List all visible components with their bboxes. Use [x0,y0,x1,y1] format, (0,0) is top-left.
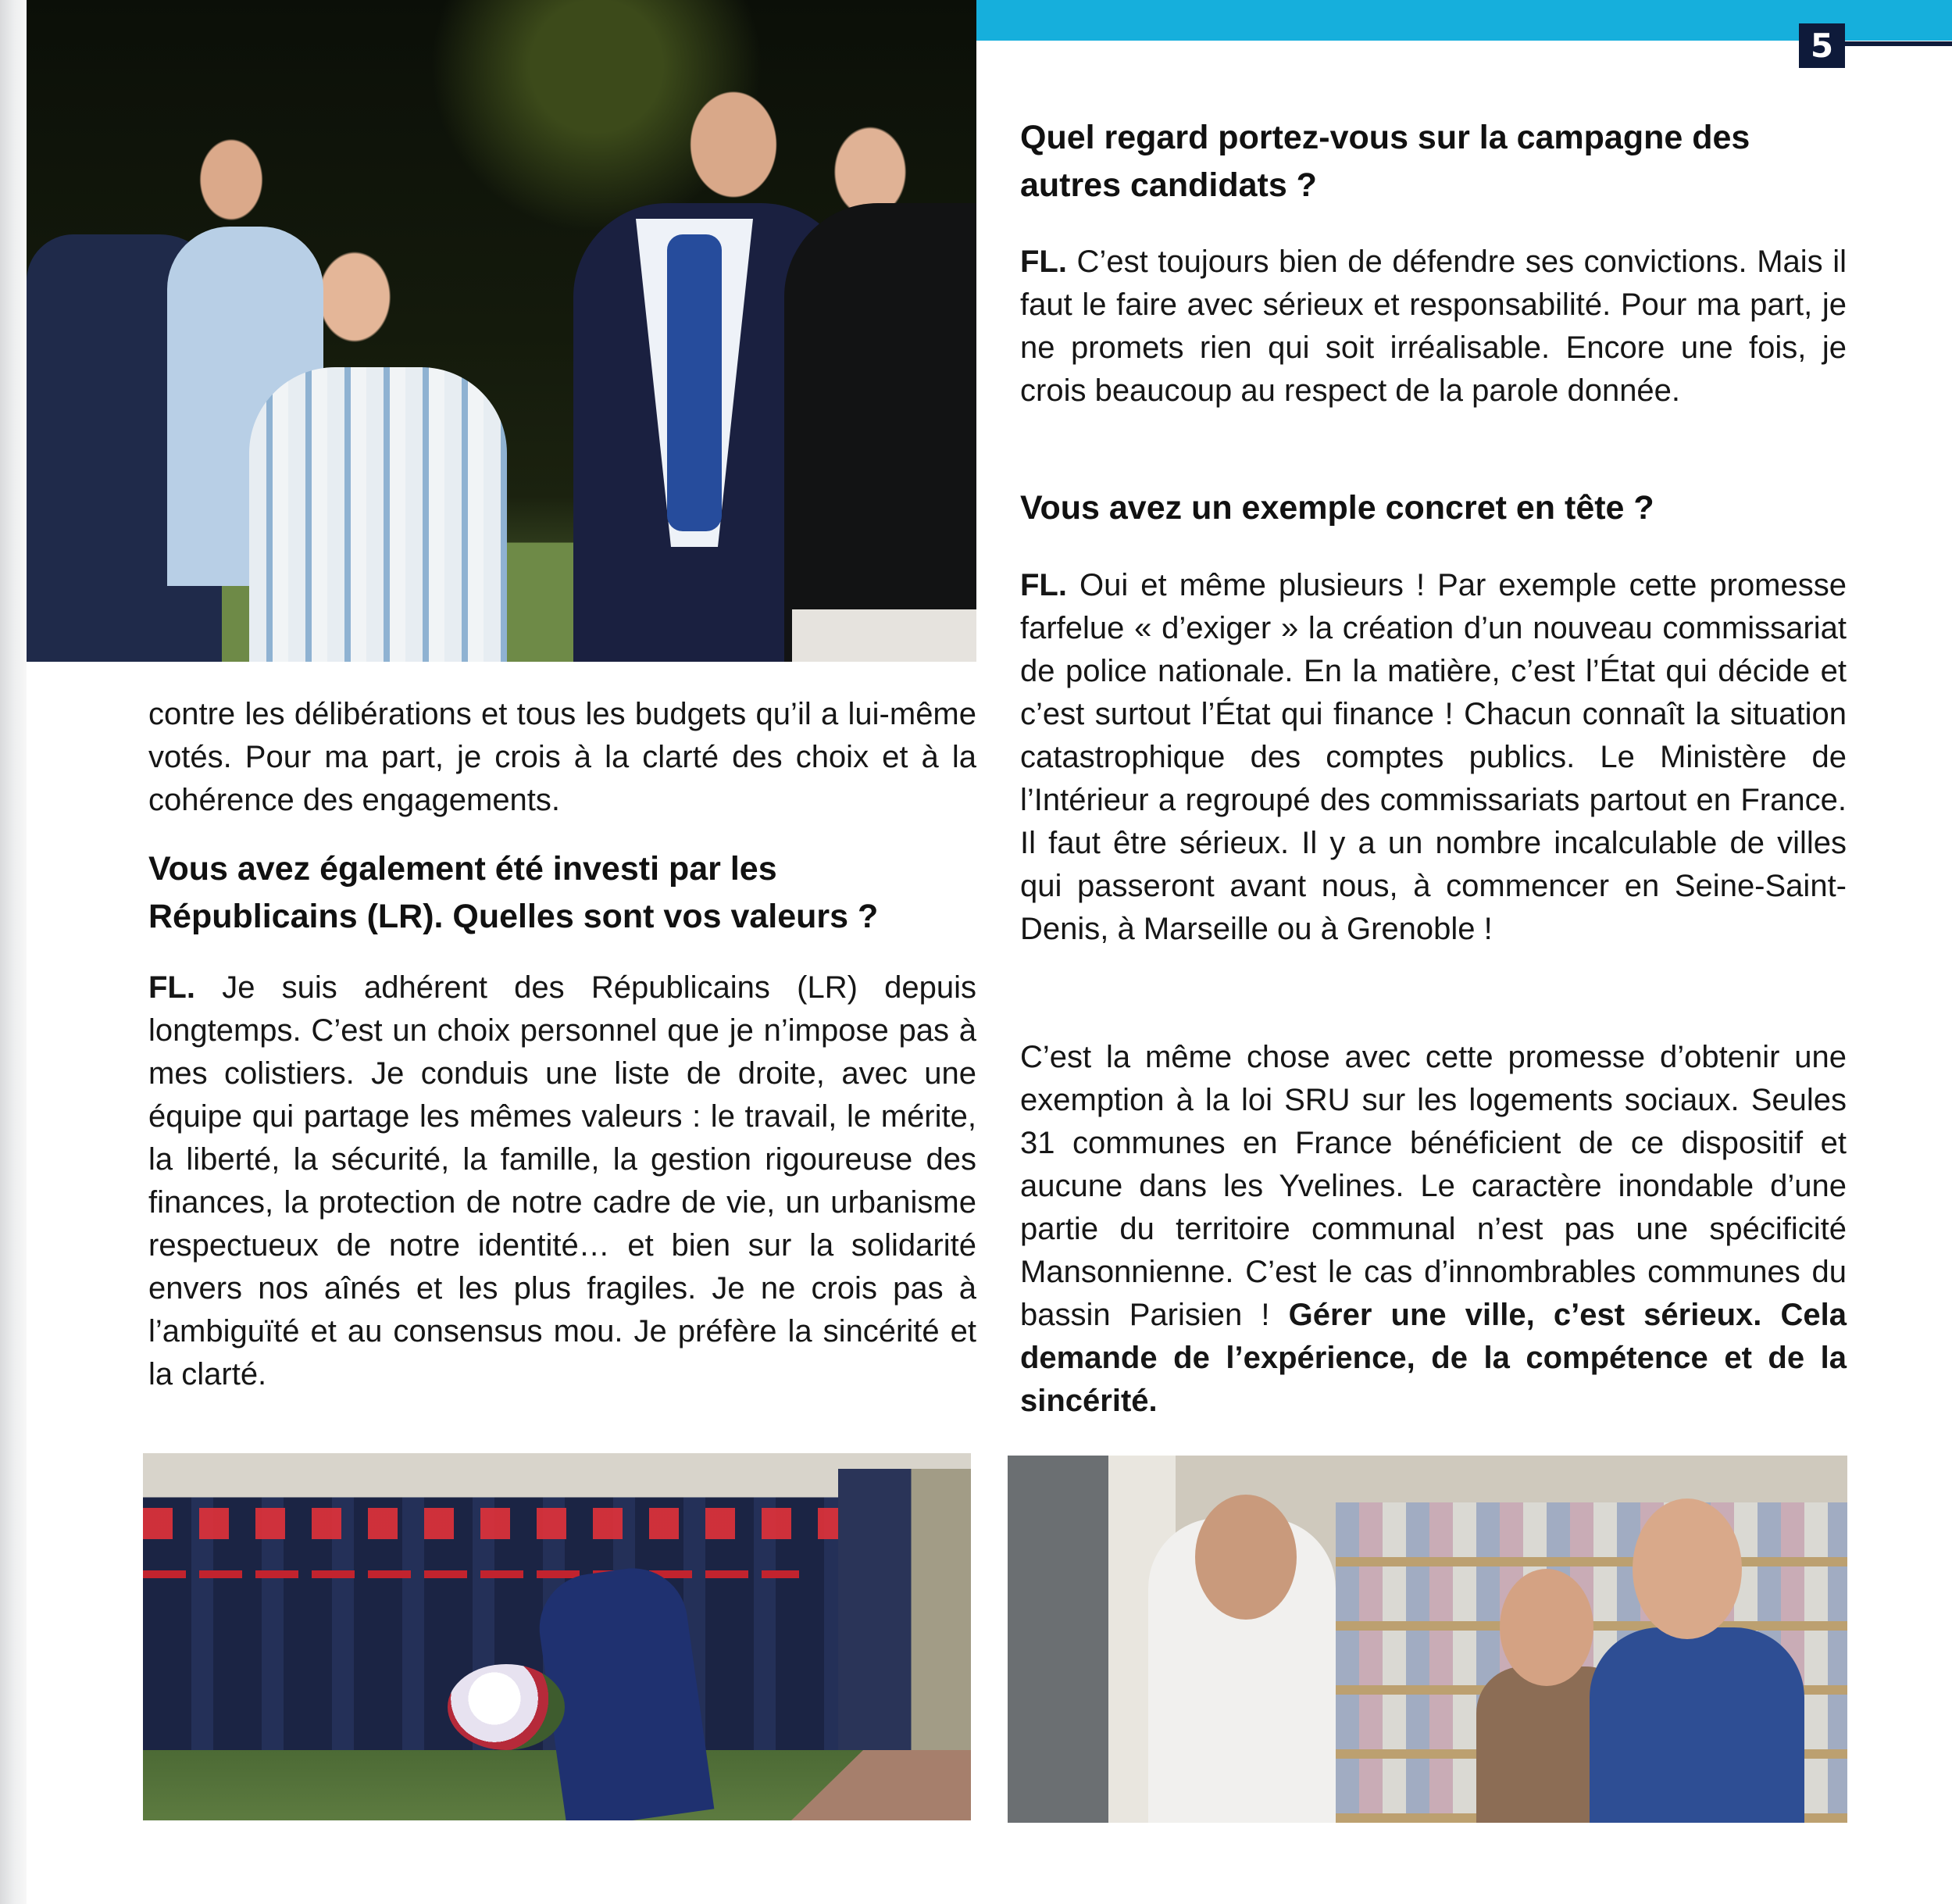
question-heading-other-candidates: Quel regard portez-vous sur la campagne des autres candidats ? [1020,119,1750,204]
followup-paragraph [1020,1036,1847,1423]
speaker-initials: FL. [1020,568,1067,602]
intro-text: contre les délibérations et tous les budgets qu’il a lui-même votés. Pour ma part, je crois à la clarté des choix et à la cohérence des engagements. [148,697,976,817]
speaker-initials: FL. [1020,245,1067,279]
question-heading-values: Vous avez également été investi par les Républicains (LR). Quelles sont vos valeurs ? [148,850,879,935]
page-number: 5 [1799,23,1845,68]
man-beige-jacket-head [1500,1569,1593,1686]
figure-blue-tie [667,234,722,531]
answer-other-candidates [1020,241,1847,413]
answer-text: C’est toujours bien de défendre ses convictions. Mais il faut le faire avec sérieux et responsabilité. Pour ma part, je ne promets rien qui soit irréalisable. Encore une fois, je crois beaucoup au respect de la parole donnée. [1020,245,1847,408]
speaker-initials: FL. [148,970,195,1005]
page-binding-edge [0,0,27,1904]
shopkeeper-head [1195,1495,1297,1620]
uniform-red-stripes [143,1570,799,1578]
answer-concrete-example [1020,564,1847,951]
photo-ceremony-firefighters [143,1453,971,1820]
followup-text: C’est la même chose avec cette promesse d’obtenir une exemption à la loi SRU sur les logements sociaux. Seules 31 communes en France bénéficient de ce dispositif et aucune dans les Yvelines. Le caractère inondable d’une partie du territoire communal n’est pas une spécificité Mansonnienne. C’est le cas d’innombrables communes du bassin Parisien ! [1020,1040,1847,1332]
header-rule [1845,41,1952,46]
man-blue-blazer [1590,1627,1804,1823]
left-intro-paragraph [148,693,976,822]
man-blue-blazer-head [1633,1499,1742,1639]
followup-conclusion-bold: Gérer une ville, c’est sérieux. Cela demande de l’expérience, de la compétence et de la sincérité. [1020,1298,1847,1418]
answer-text: Je suis adhérent des Républicains (LR) depuis longtemps. C’est un choix personnel que je n’impose pas à mes colistiers. Je conduis une liste de droite, avec une équipe qui partage les mêmes valeurs : le travail, le mérite, la liberté, la sécurité, la famille, la gestion rigoureuse des finances, la protection de notre cadre de vie, un urbanisme respectueux de notre identité… et bien sur la solidarité envers nos aînés et les plus fragiles. Je ne crois pas à l’ambiguïté et au consensus mou. Je préfère la sincérité et la clarté. [148,970,976,1391]
answer-text: Oui et même plusieurs ! Par exemple cette promesse farfelue « d’exiger » la création d’un nouveau commissariat de police nationale. En la matière, c’est l’État qui décide et c’est surtout l’État qui finance ! Chacun connaît la situation catastrophique des comptes publics. Le Ministère de l’Intérieur a regroupé des commissariats partout en France. Il faut être sérieux. Il y a un nombre incalculable de villes qui passeront avant nous, à commencer en Seine-Saint-Denis, à Marseille ou à Grenoble ! [1020,568,1847,946]
flower-bouquet [448,1664,565,1750]
photo-group-outdoors [27,0,976,662]
officers-group [838,1469,971,1750]
answer-values [148,966,976,1396]
figure-light-trousers [792,609,976,662]
figure-woman-striped-shirt [249,367,507,662]
photo-shop-visit [1008,1456,1847,1823]
figure-young-man-black-sweater [784,203,976,662]
question-heading-concrete-example: Vous avez un exemple concret en tête ? [1020,489,1654,527]
